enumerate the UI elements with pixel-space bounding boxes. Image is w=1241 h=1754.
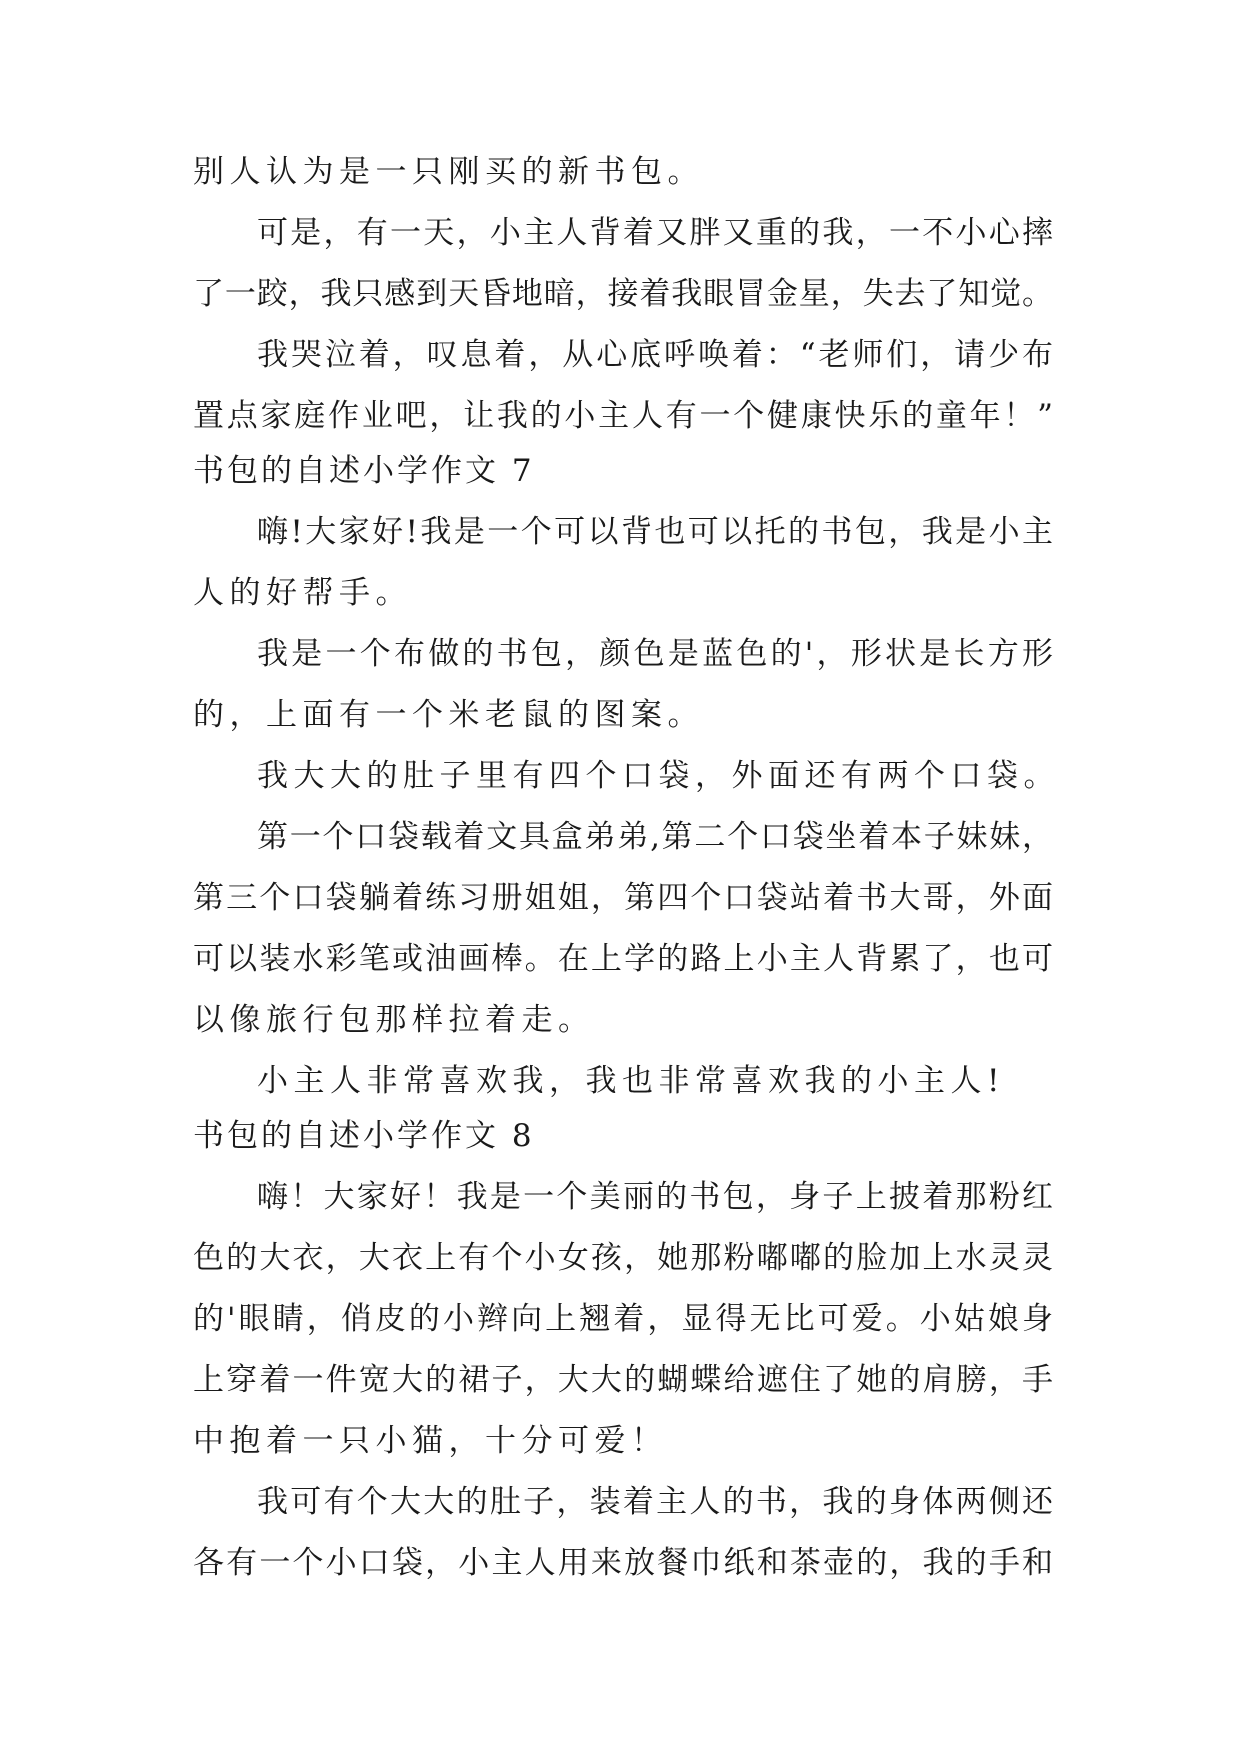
text-line: 人的好帮手。 xyxy=(193,575,412,611)
text-line: 的，上面有一个米老鼠的图案。 xyxy=(193,697,704,733)
text-line: 别人认为是一只刚买的新书包。 xyxy=(193,154,704,190)
text-line: 我大大的肚子里有四个口袋，外面还有两个口袋。 xyxy=(257,758,1060,794)
text-line: 的'眼睛，俏皮的小辫向上翘着，显得无比可爱。小姑娘身 xyxy=(193,1301,1053,1337)
text-line: 中抱着一只小猫，十分可爱！ xyxy=(193,1423,668,1459)
text-line: 以像旅行包那样拉着走。 xyxy=(193,1002,595,1038)
text-line: 色的大衣，大衣上有个小女孩，她那粉嘟嘟的脸加上水灵灵 xyxy=(193,1240,1053,1276)
text-line: 可以装水彩笔或油画棒。在上学的路上小主人背累了，也可 xyxy=(193,941,1053,977)
text-line: 我可有个大大的肚子，装着主人的书，我的身体两侧还 xyxy=(257,1484,1053,1520)
text-line: 置点家庭作业吧，让我的小主人有一个健康快乐的童年！” xyxy=(193,398,1053,434)
text-line: 我哭泣着，叹息着，从心底呼唤着：“老师们，请少布 xyxy=(257,337,1053,373)
text-line: 可是，有一天，小主人背着又胖又重的我，一不小心摔 xyxy=(257,215,1053,251)
text-line: 嗨！大家好！我是一个美丽的书包，身子上披着那粉红 xyxy=(257,1179,1053,1215)
text-line: 小主人非常喜欢我，我也非常喜欢我的小主人! xyxy=(257,1063,1005,1099)
text-line: 嗨!大家好!我是一个可以背也可以托的书包，我是小主 xyxy=(257,514,1053,550)
section-heading: 书包的自述小学作文 7 xyxy=(193,453,535,489)
text-line: 我是一个布做的书包，颜色是蓝色的'，形状是长方形 xyxy=(257,636,1053,672)
text-line: 第一个口袋载着文具盒弟弟,第二个口袋坐着本子妹妹， xyxy=(257,819,1053,855)
text-line: 了一跤，我只感到天昏地暗，接着我眼冒金星，失去了知觉。 xyxy=(193,276,1053,312)
section-heading: 书包的自述小学作文 8 xyxy=(193,1118,535,1154)
text-line: 各有一个小口袋，小主人用来放餐巾纸和茶壶的，我的手和 xyxy=(193,1545,1053,1581)
text-line: 上穿着一件宽大的裙子，大大的蝴蝶给遮住了她的肩膀，手 xyxy=(193,1362,1053,1398)
text-line: 第三个口袋躺着练习册姐姐，第四个口袋站着书大哥，外面 xyxy=(193,880,1053,916)
